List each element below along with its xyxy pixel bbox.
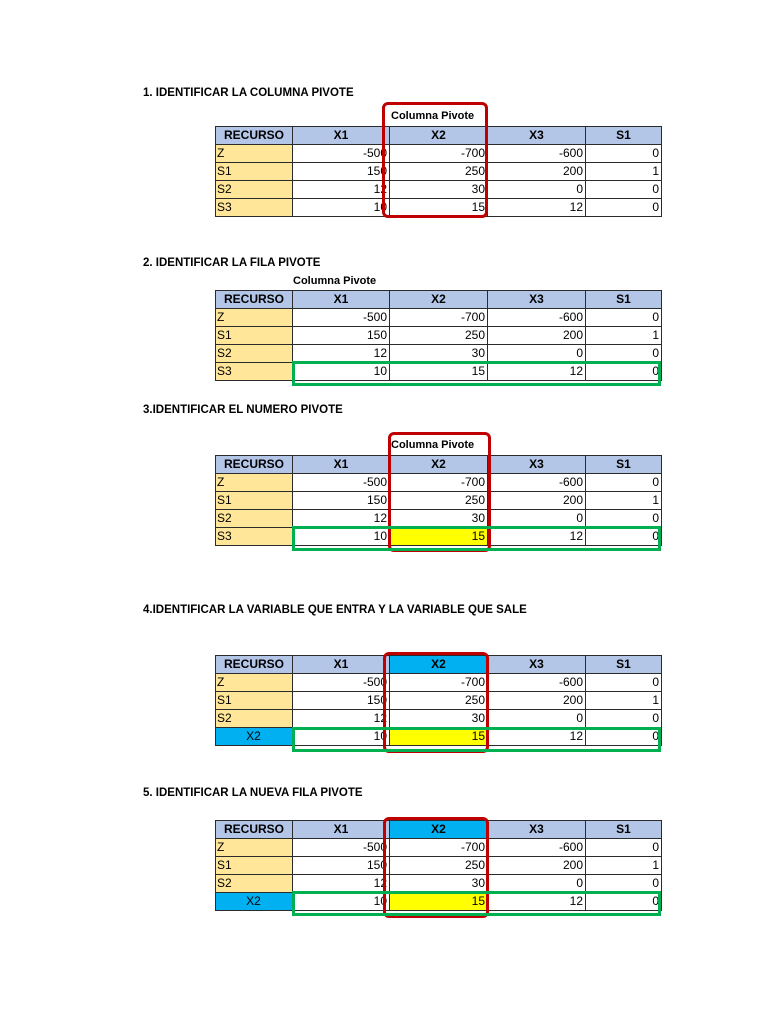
pivot-number-cell: 15 [390, 728, 488, 746]
table-cell: 150 [293, 163, 390, 181]
table-cell: 10 [293, 728, 390, 746]
section-3-heading: 3.IDENTIFICAR EL NUMERO PIVOTE [143, 404, 343, 416]
table-row [216, 309, 662, 327]
row-label: Z [216, 674, 293, 692]
table-cell: -600 [488, 839, 586, 857]
table-cell: 0 [586, 674, 662, 692]
table-cell: 12 [293, 345, 390, 363]
row-label: S2 [216, 710, 293, 728]
table-cell: 12 [488, 893, 586, 911]
table-cell: 15 [390, 363, 488, 381]
table-cell: 200 [488, 692, 586, 710]
header-cell: X2 [390, 127, 488, 145]
table-cell: 250 [390, 492, 488, 510]
table-cell: 10 [293, 893, 390, 911]
table-cell: 30 [390, 345, 488, 363]
section-4-heading: 4.IDENTIFICAR LA VARIABLE QUE ENTRA Y LA VARIABLE QUE SALE [143, 604, 527, 616]
table-cell: 0 [488, 875, 586, 893]
pivot-row-highlight [292, 361, 661, 386]
table-cell: 0 [586, 839, 662, 857]
section-2-heading: 2. IDENTIFICAR LA FILA PIVOTE [143, 257, 321, 269]
table-cell: 0 [488, 710, 586, 728]
pivot-number-cell: 15 [390, 528, 488, 546]
header-cell: X3 [488, 291, 586, 309]
table-cell: -500 [293, 839, 390, 857]
table-cell: 30 [390, 875, 488, 893]
header-cell: RECURSO [216, 127, 293, 145]
entering-variable-row-label: X2 [216, 728, 293, 746]
pivot-row-highlight [292, 891, 661, 916]
row-label: S2 [216, 345, 293, 363]
section-1-heading: 1. IDENTIFICAR LA COLUMNA PIVOTE [143, 87, 354, 99]
table-cell: -500 [293, 145, 390, 163]
header-cell: RECURSO [216, 456, 293, 474]
row-label: S1 [216, 692, 293, 710]
table-cell: 30 [390, 710, 488, 728]
table-cell: 12 [293, 181, 390, 199]
table-cell: 0 [586, 345, 662, 363]
table-cell: 12 [293, 510, 390, 528]
table-cell: 0 [586, 181, 662, 199]
table-cell: 0 [488, 345, 586, 363]
table-cell: 0 [488, 181, 586, 199]
row-label: S2 [216, 510, 293, 528]
table-cell: 250 [390, 857, 488, 875]
row-label: S3 [216, 199, 293, 217]
section-2-pivot-column-label: Columna Pivote [293, 275, 377, 287]
row-label: S2 [216, 875, 293, 893]
row-label: Z [216, 839, 293, 857]
table-cell: -700 [390, 309, 488, 327]
table-cell: 250 [390, 692, 488, 710]
entering-variable-row-label: X2 [216, 893, 293, 911]
row-label: S3 [216, 528, 293, 546]
header-cell: RECURSO [216, 821, 293, 839]
table-cell: 250 [390, 163, 488, 181]
section-5-heading: 5. IDENTIFICAR LA NUEVA FILA PIVOTE [143, 787, 363, 799]
table-cell: 0 [586, 510, 662, 528]
table-cell: 10 [293, 363, 390, 381]
table-cell: 12 [488, 363, 586, 381]
row-label: S1 [216, 163, 293, 181]
table-cell: -600 [488, 474, 586, 492]
table-cell: 10 [293, 528, 390, 546]
table-cell: -700 [390, 474, 488, 492]
section-3-pivot-column-label: Columna Pivote [391, 439, 475, 451]
header-cell: X2 [390, 456, 488, 474]
header-cell: S1 [586, 127, 662, 145]
table-cell: 150 [293, 492, 390, 510]
header-cell: X3 [488, 456, 586, 474]
header-cell: S1 [586, 656, 662, 674]
table-cell: -600 [488, 309, 586, 327]
table-cell: -500 [293, 674, 390, 692]
pivot-column-highlight [382, 102, 488, 218]
table-cell: -500 [293, 474, 390, 492]
table-cell: -700 [390, 145, 488, 163]
table-cell: -700 [390, 674, 488, 692]
header-cell: X1 [293, 127, 390, 145]
row-label: S1 [216, 327, 293, 345]
table-cell: -500 [293, 309, 390, 327]
table-header-row [216, 291, 662, 309]
table-cell: 200 [488, 492, 586, 510]
row-label: S2 [216, 181, 293, 199]
table-cell: 1 [586, 327, 662, 345]
entering-variable-header: X2 [390, 656, 488, 674]
table-cell: 200 [488, 857, 586, 875]
row-label: S3 [216, 363, 293, 381]
table-cell: 15 [390, 199, 488, 217]
row-label: S1 [216, 857, 293, 875]
table-cell: 0 [586, 528, 662, 546]
table-row [216, 345, 662, 363]
header-cell: X1 [293, 821, 390, 839]
table-cell: 30 [390, 181, 488, 199]
table-cell: 0 [586, 309, 662, 327]
table-cell: 12 [488, 199, 586, 217]
header-cell: X1 [293, 291, 390, 309]
pivot-row-highlight [292, 727, 661, 752]
table-cell: -600 [488, 145, 586, 163]
header-cell: S1 [586, 291, 662, 309]
pivot-row-highlight [292, 526, 661, 551]
entering-variable-header: X2 [390, 821, 488, 839]
table-cell: 200 [488, 327, 586, 345]
header-cell: S1 [586, 456, 662, 474]
table-cell: 0 [586, 199, 662, 217]
table-cell: 0 [586, 893, 662, 911]
header-cell: X1 [293, 456, 390, 474]
table-cell: 200 [488, 163, 586, 181]
header-cell: X3 [488, 821, 586, 839]
table-cell: 0 [586, 474, 662, 492]
header-cell: X2 [390, 291, 488, 309]
table-cell: 0 [586, 875, 662, 893]
section-1-pivot-column-label: Columna Pivote [391, 110, 475, 122]
header-cell: RECURSO [216, 291, 293, 309]
table-cell: 150 [293, 692, 390, 710]
table-cell: 30 [390, 510, 488, 528]
header-cell: RECURSO [216, 656, 293, 674]
table-cell: 12 [293, 710, 390, 728]
row-label: Z [216, 145, 293, 163]
header-cell: X3 [488, 656, 586, 674]
table-cell: 12 [488, 528, 586, 546]
table-cell: 1 [586, 692, 662, 710]
table-cell: 12 [293, 875, 390, 893]
table-cell: 1 [586, 857, 662, 875]
table-cell: 1 [586, 163, 662, 181]
row-label: S1 [216, 492, 293, 510]
table-cell: 0 [586, 145, 662, 163]
header-cell: X1 [293, 656, 390, 674]
table-cell: -700 [390, 839, 488, 857]
table-cell: 0 [488, 510, 586, 528]
header-cell: X3 [488, 127, 586, 145]
table-cell: 150 [293, 327, 390, 345]
table-cell: 12 [488, 728, 586, 746]
table-row [216, 327, 662, 345]
table-cell: 0 [586, 363, 662, 381]
table-cell: 150 [293, 857, 390, 875]
table-cell: 0 [586, 710, 662, 728]
header-cell: S1 [586, 821, 662, 839]
table-cell: -600 [488, 674, 586, 692]
table-cell: 0 [586, 728, 662, 746]
row-label: Z [216, 309, 293, 327]
pivot-number-cell: 15 [390, 893, 488, 911]
table-cell: 1 [586, 492, 662, 510]
table-cell: 250 [390, 327, 488, 345]
table-cell: 10 [293, 199, 390, 217]
row-label: Z [216, 474, 293, 492]
